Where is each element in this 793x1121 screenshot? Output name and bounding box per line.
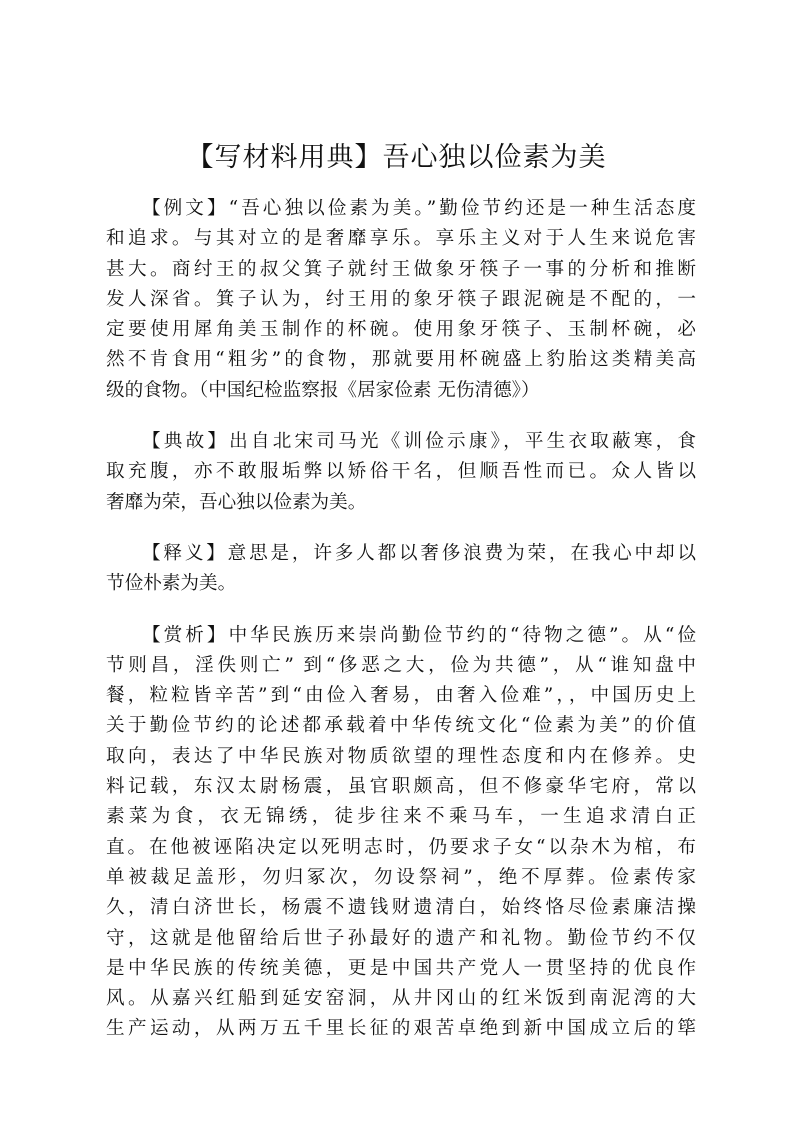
paragraph-example [106,194,696,406]
paragraph-line: 餐，粒粒皆辛苦”到“由俭入奢易，由奢入俭难”，，中国历史上 [106,685,696,707]
paragraph-line: 节则昌，淫佚则亡” 到“侈恶之大，俭为共德”，从“谁知盘中 [106,654,696,676]
paragraph-line: 久，清白济世长，杨震不遗钱财遗清白，始终恪尽俭素廉洁操 [106,897,696,919]
paragraph-meaning [106,539,696,600]
paragraph-line: 取充腹，亦不敢服垢弊以矫俗干名，但顺吾性而已。众人皆以 [106,461,696,483]
paragraph-line: 单被裁足盖形，勿归冢次，勿设祭祠”，绝不厚葬。俭素传家 [106,866,696,888]
paragraph-line: 和追求。与其对立的是奢靡享乐。享乐主义对于人生来说危害 [106,228,696,250]
paragraph-line: 是中华民族的传统美德，更是中国共产党人一贯坚持的优良作 [106,957,696,979]
paragraph-line: 料记载，东汉太尉杨震，虽官职颇高，但不修豪华宅府，常以 [106,776,696,798]
paragraph-line: 【释义】意思是，许多人都以奢侈浪费为荣，在我心中却以 [142,542,696,564]
paragraph-line: 【典故】出自北宋司马光《训俭示康》，平生衣取蔽寒，食 [142,431,696,453]
paragraph-line: 素菜为食，衣无锦绣，徒步往来不乘马车，一生追求清白正 [106,806,696,828]
paragraph-appreciation [106,621,696,1045]
paragraph-line: 直。在他被诬陷决定以死明志时，仍要求子女“以杂木为棺，布 [106,836,696,858]
paragraph-line: 【例文】“吾心独以俭素为美。”勤俭节约还是一种生活态度 [142,198,696,219]
document-body [106,194,696,1066]
paragraph-line: 然不肯食用“粗劣”的食物，那就要用杯碗盛上豹胎这类精美高 [106,349,696,371]
paragraph-line: 节俭朴素为美。 [106,573,237,595]
paragraph-line: 定要使用犀角美玉制作的杯碗。使用象牙筷子、玉制杯碗，必 [106,319,696,341]
paragraph-line: 生产运动，从两万五千里长征的艰苦卓绝到新中国成立后的筚 [106,1018,696,1040]
paragraph-line: 关于勤俭节约的论述都承载着中华传统文化“俭素为美”的价值 [106,715,696,737]
paragraph-line: 甚大。商纣王的叔父箕子就纣王做象牙筷子一事的分析和推断 [106,258,696,280]
paragraph-line: 发人深省。箕子认为，纣王用的象牙筷子跟泥碗是不配的，一 [106,288,696,310]
paragraph-line: 奢靡为荣，吾心独以俭素为美。 [106,491,367,513]
paragraph-line: 【赏析】中华民族历来崇尚勤俭节约的“待物之德”。从“俭 [142,624,696,646]
paragraph-line: 取向，表达了中华民族对物质欲望的理性态度和内在修养。史 [106,745,696,767]
document-title: 【写材料用典】吾心独以俭素为美 [186,142,607,173]
paragraph-allusion [106,427,696,518]
paragraph-line: 风。从嘉兴红船到延安窑洞，从井冈山的红米饭到南泥湾的大 [106,988,696,1010]
paragraph-line-source: 级的食物。（中国纪检监察报《居家俭素 无伤清德》） [106,379,540,401]
paragraph-line: 守，这就是他留给后世子孙最好的遗产和礼物。勤俭节约不仅 [106,927,696,949]
